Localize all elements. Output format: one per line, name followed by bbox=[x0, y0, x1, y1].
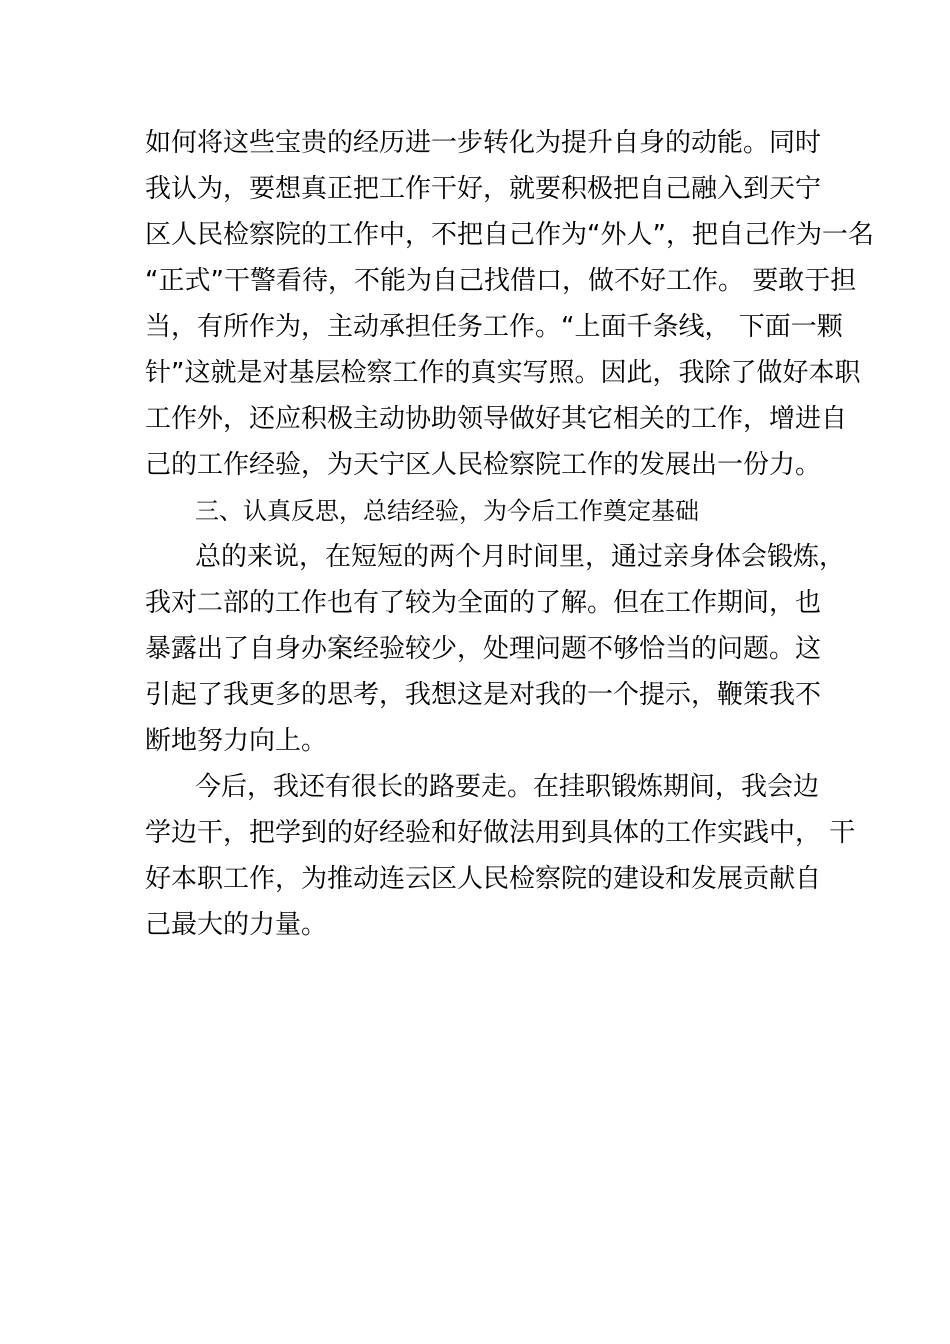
paragraph-line: 工作外，还应积极主动协助领导做好其它相关的工作，增进自 bbox=[145, 404, 848, 434]
paragraph-1 bbox=[145, 120, 874, 488]
paragraph-line: 区人民检察院的工作中，不把自己作为“外人”，把自己作为一名 bbox=[145, 220, 874, 250]
paragraph-line: 好本职工作，为推动连云区人民检察院的建设和发展贡献自 bbox=[145, 864, 822, 894]
paragraph-line: 断地努力向上。 bbox=[145, 726, 328, 756]
paragraph-line: 当，有所作为，主动承担任务工作。“上面千条线， 下面一颗 bbox=[145, 312, 843, 342]
paragraph-line: 今后，我还有很长的路要走。在挂职锻炼期间，我会边 bbox=[195, 772, 820, 802]
document-body bbox=[145, 120, 874, 948]
paragraph-line: “正式”干警看待，不能为自己找借口，做不好工作。 要敢于担 bbox=[145, 266, 857, 296]
paragraph-line: 如何将这些宝贵的经历进一步转化为提升自身的动能。同时 bbox=[145, 128, 822, 158]
paragraph-line: 针”这就是对基层检察工作的真实写照。因此，我除了做好本职 bbox=[145, 358, 861, 388]
paragraph-2 bbox=[145, 534, 846, 764]
paragraph-line: 己的工作经验，为天宁区人民检察院工作的发展出一份力。 bbox=[145, 450, 822, 480]
paragraph-line: 引起了我更多的思考，我想这是对我的一个提示，鞭策我不 bbox=[145, 680, 822, 710]
paragraph-3 bbox=[145, 764, 856, 948]
paragraph-line: 己最大的力量。 bbox=[145, 910, 328, 940]
paragraph-line: 我认为，要想真正把工作干好，就要积极把自己融入到天宁 bbox=[145, 174, 822, 204]
paragraph-line: 总的来说，在短短的两个月时间里，通过亲身体会锻炼， bbox=[195, 542, 846, 572]
paragraph-line: 学边干，把学到的好经验和好做法用到具体的工作实践中， 干 bbox=[145, 818, 856, 848]
paragraph-line: 我对二部的工作也有了较为全面的了解。但在工作期间，也 bbox=[145, 588, 822, 618]
paragraph-line: 暴露出了自身办案经验较少，处理问题不够恰当的问题。这 bbox=[145, 634, 822, 664]
section-heading: 三、认真反思，总结经验，为今后工作奠定基础 bbox=[195, 497, 699, 525]
